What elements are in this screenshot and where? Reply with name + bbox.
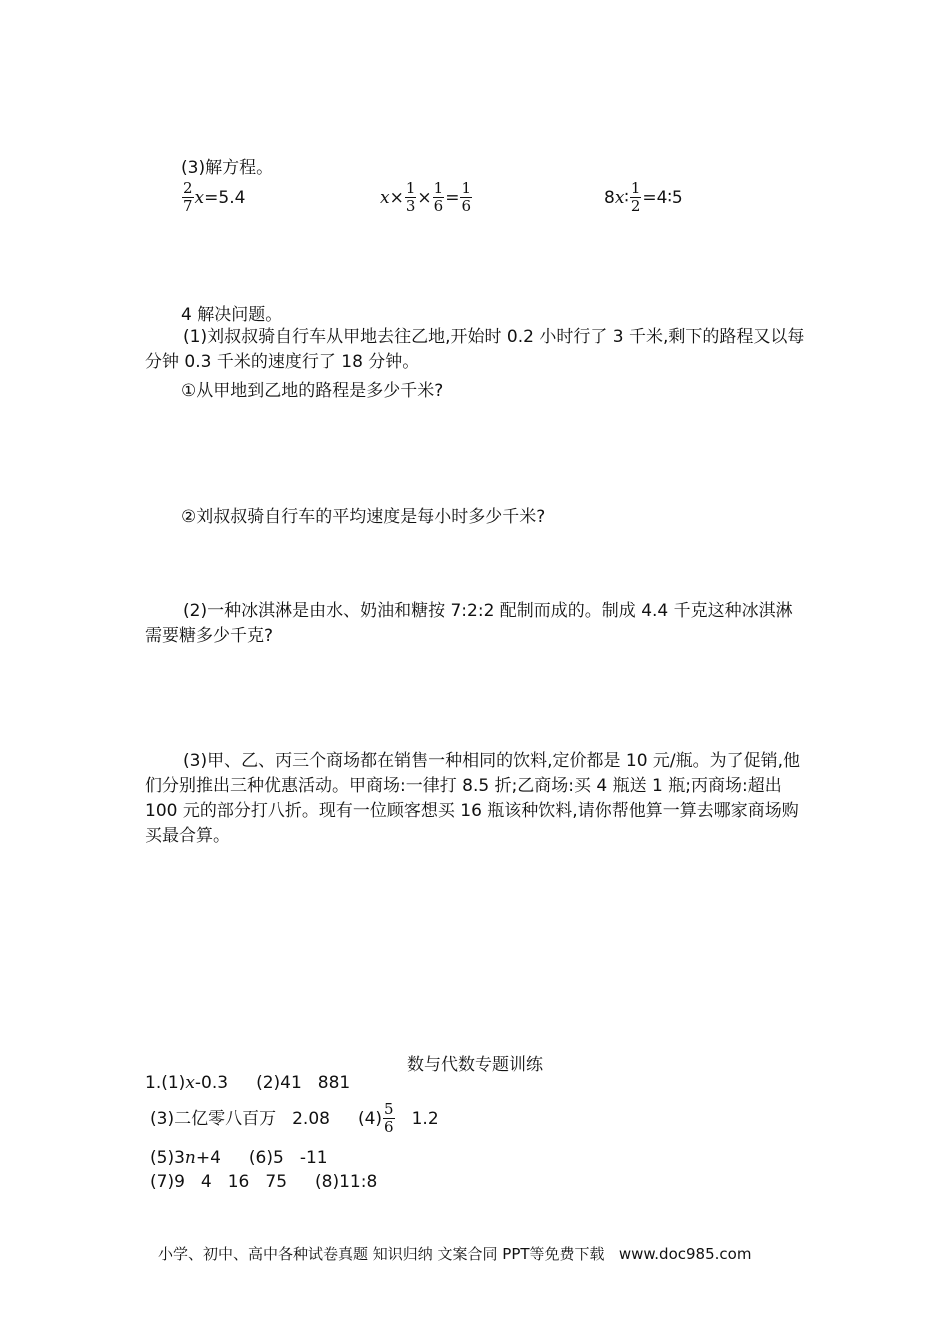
answers-heading: 数与代数专题训练: [407, 1055, 543, 1075]
fraction-2-7: $\frac{2}{7}$: [183, 179, 193, 216]
equation-3: 8x∶ $\frac{1}{2}$ =4∶5: [604, 179, 683, 216]
answer-line-1: 1.(1)x-0.3 (2)41 881: [145, 1073, 351, 1093]
answer-line-4: (7)9 4 16 75 (8)11:8: [150, 1172, 378, 1192]
question-1a: ①从甲地到乙地的路程是多少千米?: [181, 381, 444, 401]
question-1: (1)刘叔叔骑自行车从甲地去往乙地,开始时 0.2 小时行了 3 千米,剩下的路程又以每分钟 0.3 千米的速度行了 18 分钟。: [145, 327, 805, 372]
section4-title: 4 解决问题。: [181, 305, 283, 325]
answer-line-2: (3)二亿零八百万 2.08 (4) $\frac{5}{6}$ 1.2: [150, 1100, 439, 1137]
fraction-1-3: $\frac{1}{3}$: [405, 179, 416, 216]
fraction-1-6-result: $\frac{1}{6}$: [461, 179, 471, 216]
fraction-5-6: $\frac{5}{6}$: [384, 1100, 394, 1137]
question-1b: ②刘叔叔骑自行车的平均速度是每小时多少千米?: [181, 507, 546, 527]
section3-title: (3)解方程。: [181, 158, 274, 178]
footer-text: 小学、初中、高中各种试卷真题 知识归纳 文案合同 PPT等免费下载 www.doc985.com: [158, 1245, 752, 1263]
question-2: (2)一种冰淇淋是由水、奶油和糖按 7:2:2 配制而成的。制成 4.4 千克这种冰淇淋需要糖多少千克?: [145, 601, 793, 646]
answer-line-3: (5)3n+4 (6)5 -11: [150, 1148, 328, 1168]
question-3: (3)甲、乙、丙三个商场都在销售一种相同的饮料,定价都是 10 元/瓶。为了促销,他们分别推出三种优惠活动。甲商场:一律打 8.5 折;乙商场:买 4 瓶送 1 瓶;丙商场:超出 100 元的部分打八折。现有一位顾客想买 16 瓶该种饮料,请你帮他算一算去哪家商场购买最合算。: [145, 751, 801, 846]
equation-2: x× $\frac{1}{3}$ × $\frac{1}{6}$ = $\frac{1}{6}$: [380, 179, 471, 216]
fraction-1-2: $\frac{1}{2}$: [630, 179, 641, 216]
equation-1: $\frac{2}{7}$ x=5.4: [183, 179, 246, 216]
fraction-1-6: $\frac{1}{6}$: [433, 179, 444, 216]
